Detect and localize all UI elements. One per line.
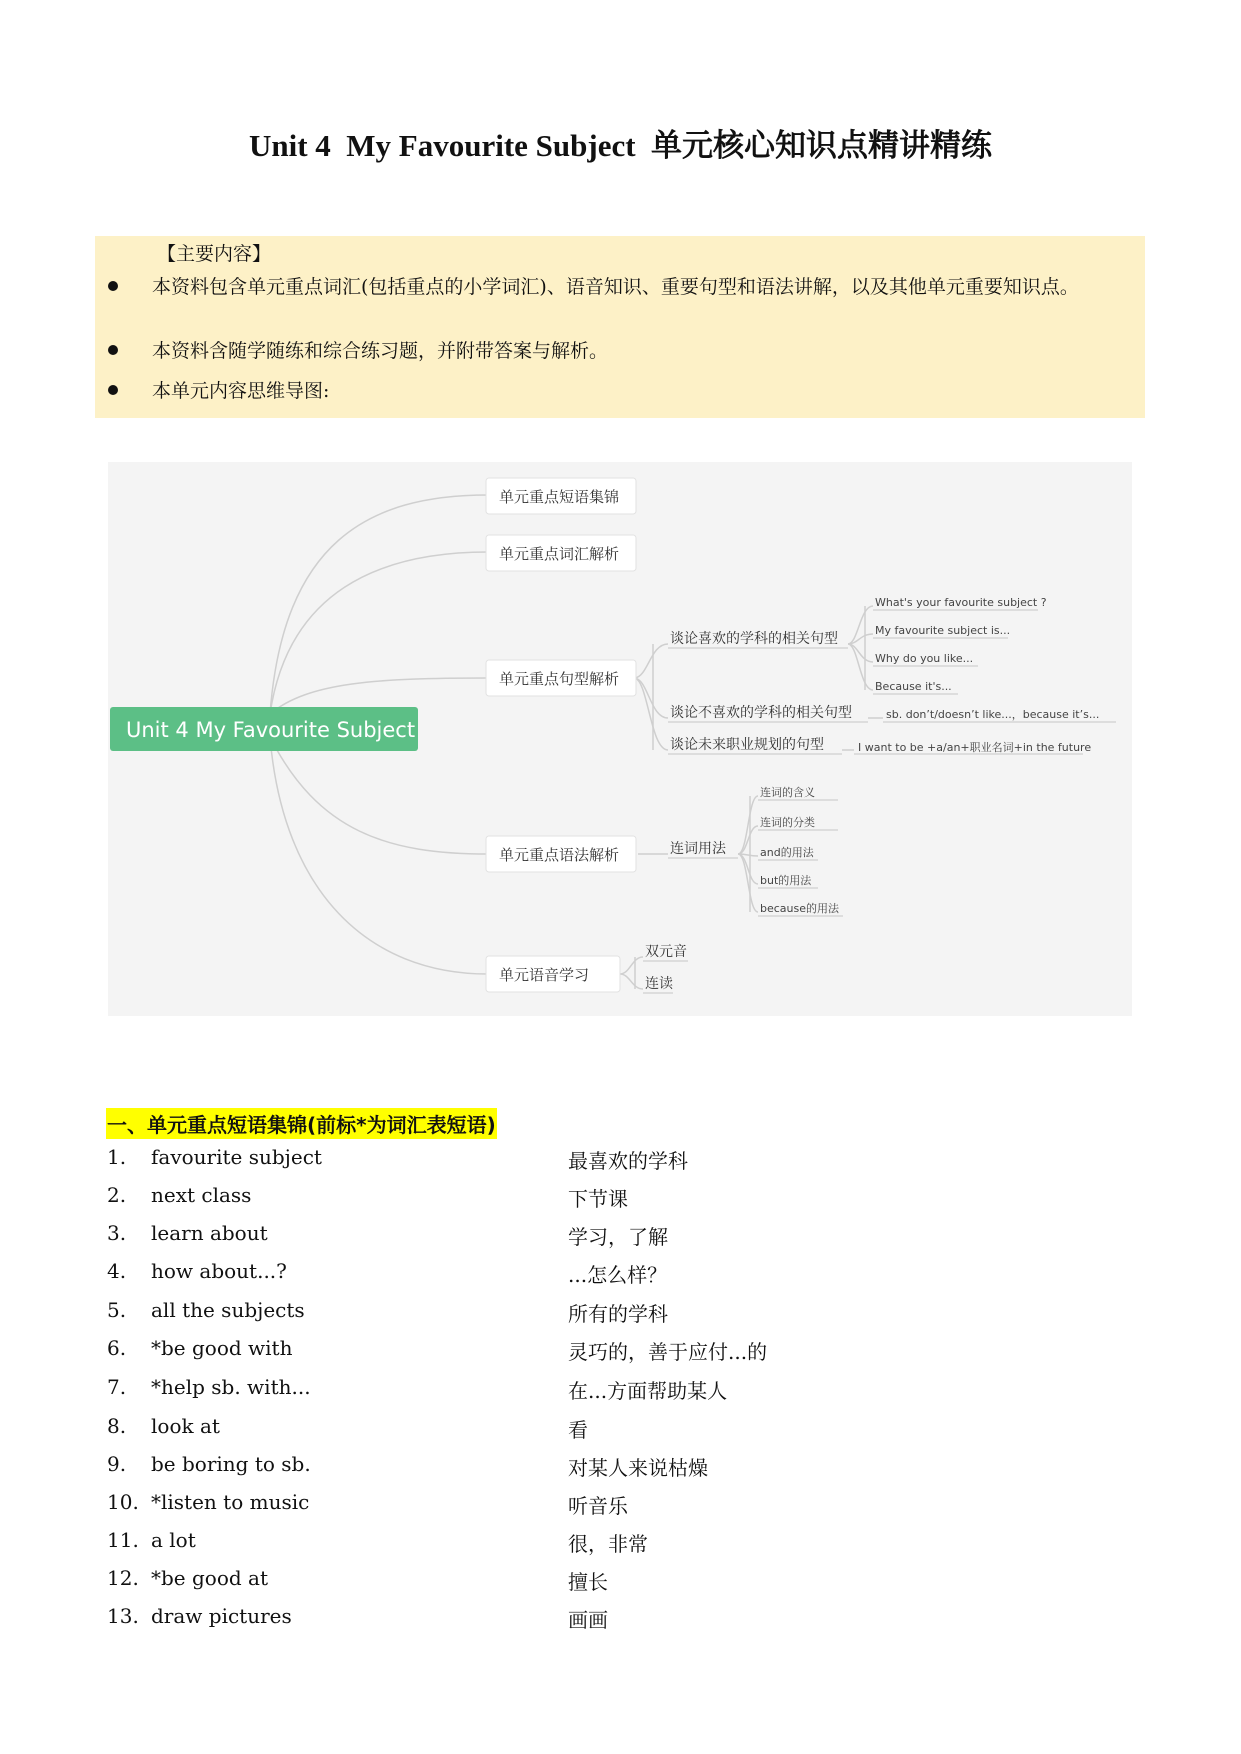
mindmap-leaf-label: My favourite subject is... [875, 624, 1011, 637]
mindmap-leaf-label: What's your favourite subject ? [875, 596, 1047, 609]
summary-item-text: 本资料含随学随练和综合练习题，并附带答案与解析。 [152, 340, 609, 362]
phrase-chinese: 擅长 [568, 1570, 608, 1594]
mindmap-leaf-label: because的用法 [760, 902, 840, 915]
mind-map [108, 462, 1132, 1016]
mindmap-subtopic-label: 连词用法 [670, 841, 726, 857]
item-number: 3. [107, 1221, 127, 1245]
item-number: 9. [107, 1452, 127, 1476]
phrase-english: draw pictures [151, 1604, 292, 1628]
bullet-icon [108, 385, 118, 395]
mindmap-branch-node [486, 660, 636, 696]
list-item [0, 1145, 1241, 1179]
phrase-chinese: 所有的学科 [568, 1302, 668, 1326]
phrase-chinese: 下节课 [568, 1187, 628, 1211]
mindmap-branch-node [486, 956, 620, 992]
mindmap-branch-label: 单元语音学习 [499, 966, 590, 984]
summary-item-text: 本单元内容思维导图: [152, 380, 330, 402]
mindmap-branch-node [486, 535, 636, 571]
mindmap-leaf-label: 连词的含义 [760, 786, 815, 799]
phrase-chinese: 很，非常 [568, 1532, 648, 1556]
mindmap-branch-node [486, 836, 636, 872]
list-item [0, 1221, 1241, 1255]
mindmap-subtopic-label: 谈论未来职业规划的句型 [670, 737, 824, 753]
page-title: Unit 4 My Favourite Subject 单元核心知识点精讲精练 [248, 128, 993, 163]
phrase-english: learn about [151, 1221, 268, 1245]
mindmap-subtopic-label: 连读 [645, 976, 673, 992]
section-heading: 一、单元重点短语集锦(前标*为词汇表短语) [106, 1108, 497, 1139]
item-number: 7. [107, 1375, 127, 1399]
list-item [0, 1375, 1241, 1409]
mindmap-branch-label: 单元重点句型解析 [499, 670, 620, 688]
item-number: 12. [107, 1566, 139, 1590]
mindmap-branch-label: 单元重点语法解析 [499, 846, 620, 864]
item-number: 1. [107, 1145, 127, 1169]
list-item [0, 1259, 1241, 1293]
phrase-chinese: 看 [568, 1418, 588, 1442]
summary-item-text: 本资料包含单元重点词汇(包括重点的小学词汇)、语音知识、重要句型和语法讲解，以及其他单元重要知识点。 [152, 276, 1079, 298]
phrase-english: look at [151, 1414, 220, 1438]
item-number: 11. [107, 1528, 139, 1552]
phrase-english: *listen to music [151, 1490, 310, 1514]
mindmap-root-label: Unit 4 My Favourite Subject [126, 718, 416, 742]
item-number: 13. [107, 1604, 139, 1628]
list-item [0, 1298, 1241, 1332]
item-number: 8. [107, 1414, 127, 1438]
list-item [0, 1414, 1241, 1448]
phrase-chinese: 画画 [568, 1608, 608, 1632]
phrase-english: next class [151, 1183, 252, 1207]
item-number: 4. [107, 1259, 127, 1283]
mindmap-branch-label: 单元重点词汇解析 [499, 545, 620, 563]
phrase-chinese: 听音乐 [568, 1494, 628, 1518]
mindmap-branch-label: 单元重点短语集锦 [499, 488, 620, 506]
list-item [0, 1566, 1241, 1600]
list-item [0, 1452, 1241, 1486]
item-number: 2. [107, 1183, 127, 1207]
mindmap-leaf-label: but的用法 [760, 874, 812, 887]
phrase-chinese: 对某人来说枯燥 [568, 1456, 708, 1480]
summary-box [95, 236, 1145, 418]
phrase-chinese: ...怎么样？ [568, 1263, 668, 1287]
phrase-chinese: 灵巧的，善于应付...的 [568, 1340, 768, 1364]
list-item [0, 1183, 1241, 1217]
mindmap-leaf-label: and的用法 [760, 846, 814, 859]
list-item [0, 1490, 1241, 1524]
mindmap-leaf-label: I want to be +a/an+职业名词+in the future [858, 741, 1092, 754]
list-item [0, 1528, 1241, 1562]
bullet-icon [108, 281, 118, 291]
mindmap-subtopic-label: 谈论喜欢的学科的相关句型 [670, 631, 838, 647]
list-item [0, 1336, 1241, 1370]
bullet-icon [108, 345, 118, 355]
phrase-chinese: 最喜欢的学科 [568, 1149, 688, 1173]
phrase-english: *be good with [151, 1336, 293, 1360]
item-number: 10. [107, 1490, 139, 1514]
phrase-english: a lot [151, 1528, 196, 1552]
phrase-english: favourite subject [151, 1145, 322, 1169]
mindmap-leaf-label: Because it's... [875, 680, 952, 693]
item-number: 5. [107, 1298, 127, 1322]
item-number: 6. [107, 1336, 127, 1360]
phrase-english: how about...? [151, 1259, 287, 1283]
phrase-chinese: 学习，了解 [568, 1225, 668, 1249]
mindmap-branch-node [486, 478, 636, 514]
list-item [0, 1604, 1241, 1638]
mindmap-leaf-label: 连词的分类 [760, 816, 815, 829]
phrase-english: *help sb. with... [151, 1375, 311, 1399]
mindmap-root-node [110, 707, 418, 751]
mindmap-leaf-label: sb. don’t/doesn’t like...，because it’s... [886, 708, 1100, 721]
phrase-english: be boring to sb. [151, 1452, 311, 1476]
summary-heading: 【主要内容】 [157, 243, 272, 265]
phrase-english: *be good at [151, 1566, 269, 1590]
mindmap-subtopic-label: 双元音 [645, 944, 687, 960]
mindmap-subtopic-label: 谈论不喜欢的学科的相关句型 [670, 705, 852, 721]
phrase-chinese: 在...方面帮助某人 [568, 1379, 728, 1403]
mindmap-leaf-label: Why do you like... [875, 652, 974, 665]
phrase-english: all the subjects [151, 1298, 305, 1322]
